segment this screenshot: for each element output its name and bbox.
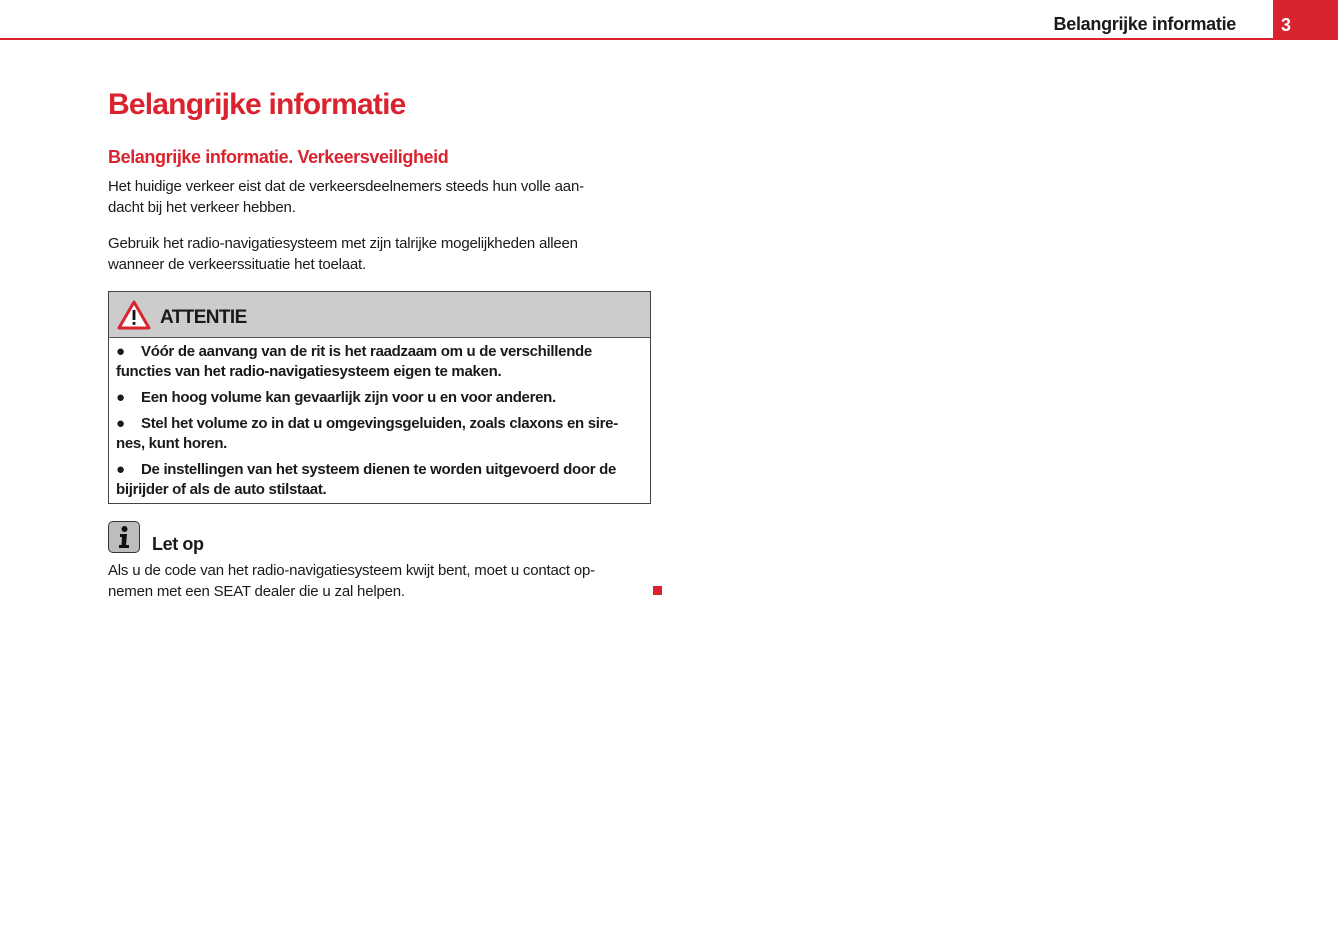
paragraph-2: [108, 233, 578, 275]
item-line: bijrijder of als de auto stilstaat.: [116, 481, 327, 498]
item-line: Een hoog volume kan gevaarlijk zijn voor u en voor anderen.: [141, 389, 556, 406]
warning-title: ATTENTIE: [160, 307, 247, 328]
warning-list: [109, 338, 650, 500]
section-end-mark: [653, 586, 662, 595]
warning-item: [116, 460, 650, 500]
paragraph-line: Het huidige verkeer eist dat de verkeersdeelnemers steeds hun volle aan-: [108, 178, 584, 195]
paragraph-line: dacht bij het verkeer hebben.: [108, 199, 296, 216]
page-number-tab: [1273, 0, 1338, 40]
note-line: nemen met een SEAT dealer die u zal helpen.: [108, 583, 405, 600]
warning-triangle-icon: [116, 299, 152, 331]
info-icon: [108, 521, 140, 553]
note-title: Let op: [152, 534, 204, 554]
item-line: functies van het radio-navigatiesysteem eigen te maken.: [116, 363, 502, 380]
warning-item: [116, 388, 650, 408]
note-text: [108, 560, 595, 602]
item-line: Vóór de aanvang van de rit is het raadzaam om u de verschillende: [141, 343, 592, 360]
item-line: nes, kunt horen.: [116, 435, 228, 452]
running-header-title: Belangrijke informatie: [1053, 14, 1236, 34]
warning-header: [109, 292, 650, 338]
page-number: 3: [1281, 15, 1292, 35]
bullet-icon: ●: [116, 389, 125, 406]
warning-box: [108, 291, 651, 504]
header-rule: [0, 38, 1338, 40]
note-line: Als u de code van het radio-navigatiesysteem kwijt bent, moet u contact op-: [108, 562, 595, 579]
bullet-icon: ●: [116, 415, 125, 432]
bullet-icon: ●: [116, 461, 125, 478]
item-line: De instellingen van het systeem dienen te worden uitgevoerd door de: [141, 461, 617, 478]
bullet-icon: ●: [116, 343, 125, 360]
paragraph-line: Gebruik het radio-navigatiesysteem met zijn talrijke mogelijkheden alleen: [108, 235, 578, 252]
item-line: Stel het volume zo in dat u omgevingsgeluiden, zoals claxons en sire-: [141, 415, 618, 432]
warning-item: [116, 342, 650, 382]
section-title: Belangrijke informatie. Verkeersveiligheid: [108, 147, 449, 167]
paragraph-1: [108, 176, 584, 218]
page-title: Belangrijke informatie: [108, 88, 406, 121]
paragraph-line: wanneer de verkeerssituatie het toelaat.: [108, 256, 366, 273]
warning-item: [116, 414, 650, 454]
